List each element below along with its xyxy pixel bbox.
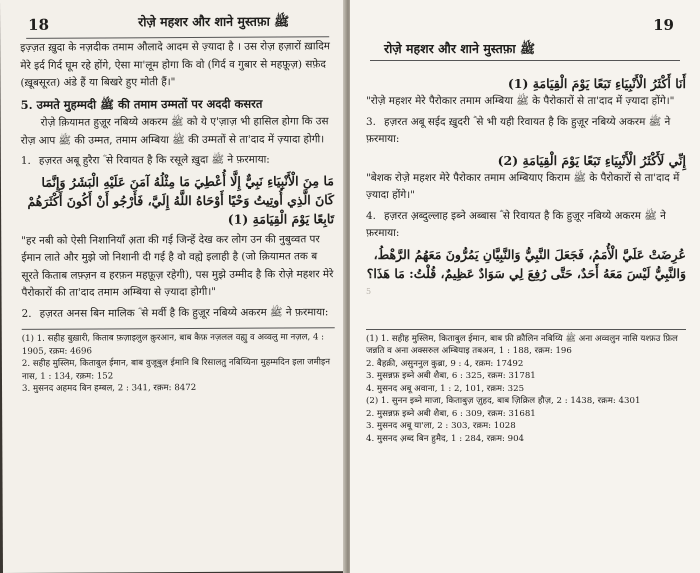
right-body xyxy=(366,74,686,445)
header-rule xyxy=(370,60,680,61)
footnote: 3. मुसन्नफ़ इब्ने अबी शैबा, 6 : 325, रक़म: 31781 xyxy=(366,371,536,381)
footnote: 2. मुसन्नफ़ इब्ने अबी शैबा, 6 : 309, रक़म: 31681 xyxy=(366,408,536,419)
narration-intro: हज़रत अबू हुरैरा ؓ से रिवायत है कि रसूले ख़ुदा ﷺ ने फ़रमाया: xyxy=(38,153,270,167)
bleed-through-text: 5 xyxy=(366,286,372,296)
footnote: 4. मुसनद अ़ब्द बिन हुमैद, 1 : 284, रक़म: 904 xyxy=(366,433,525,444)
item-number: 1. xyxy=(20,154,31,167)
running-title: रोज़े महशर और शाने मुस्तफ़ा ﷺ xyxy=(384,41,536,56)
right-running-head xyxy=(366,10,686,56)
item-number: 2. xyxy=(21,307,32,320)
translation: "रोज़े महशर मेरे पैरोकार तमाम अम्बिया ﷺ के पैरोकारों से ता'दाद में ज़्यादा होंगे।" xyxy=(366,95,675,107)
footnote: 4. मुसनद अबू अवाना, 1 : 2, 101, रक़म: 325 xyxy=(366,383,525,394)
footnotes xyxy=(22,331,335,395)
translation: "हर नबी को ऐसी निशानियाँ अ़ता की गई जिन्हें देख कर लोग उन की नुबुव्वत पर ईमान लाते और मुझे जो निशानी दी गई है वो वह्ये इलाही है (जो क़ियामत तक ब सूरते किताब लफ़्ज़न व हरफ़न महफ़ूज़ रहेगी), पस मुझे उम्मीद है कि रोज़े महशर मेरे पैरोकारों की ता'दाद तमाम अम्बिया से ज़्यादा होगी।" xyxy=(21,232,334,299)
running-title: रोज़े महशर और शाने मुस्तफ़ा ﷺ xyxy=(138,13,290,30)
hadith-item xyxy=(21,151,334,170)
item-number: 3. xyxy=(366,115,376,128)
narration-intro: हज़रत अ़ब्दुल्लाह इब्ने अब्बास ؓ से रिवायत है कि हुज़ूर नबिय्ये अकरम ﷺ ने फ़रमाया: xyxy=(366,209,666,239)
header-rule xyxy=(26,36,329,39)
section-heading: 5. उम्मते मुहम्मदी ﷺ की तमाम उम्मतों पर अददी कसरत xyxy=(20,96,263,112)
page-number: 19 xyxy=(653,16,674,34)
narration-intro: हज़रत अनस बिन मालिक ؓ से मर्वी है कि हुज़ूर नबिय्ये अकरम ﷺ ने फ़रमाया: xyxy=(39,305,329,320)
footnote: (1) 1. सहीह मुस्लिम, किताबुल ईमान, बाब फ़ी क़ौलिन नबिय्यि ﷺ अना अव्वलुन नासि यश्फ़उ फ़िल जन्नति व अना अक्सरुल अम्बियाइ तबअन, 1 : 188, रक़म: 196 xyxy=(366,333,678,356)
footnote-rule xyxy=(22,327,335,330)
footnotes xyxy=(366,333,686,446)
hadith-item xyxy=(22,304,335,323)
bleed-through-area xyxy=(366,283,686,323)
arabic-text: عُرِضَتْ عَلَيَّ الْأُمَمُ، فَجَعَلَ النَّبِيُّ وَالنَّبِيَّانِ يَمُرُّونَ مَعَهُمُ الرَّهْطُ، وَالنَّبِيُّ لَيْسَ مَعَهُ أَحَدٌ، حَتَّى رُفِعَ لِي سَوَادٌ عَظِيمٌ، قُلْتُ: مَا هَذَا؟ xyxy=(366,246,686,281)
narration-intro: हज़रत अबू सईद ख़ुदरी ؓ से भी यही रिवायत है कि हुज़ूर नबिय्ये अकरम ﷺ ने फ़रमाया: xyxy=(366,115,671,145)
left-body xyxy=(20,38,335,395)
footnote: 2. बैहक़ी, असुननुल कुब्रा, 9 : 4, रक़म: 17492 xyxy=(366,358,524,369)
hadith-item xyxy=(366,114,686,149)
item-number: 4. xyxy=(366,209,376,222)
page-number: 18 xyxy=(28,15,50,34)
left-running-head xyxy=(20,8,333,40)
arabic-text: مَا مِنَ الْأَنْبِيَاءِ نَبِيٌّ إِلَّا أُعْطِيَ مَا مِثْلُهُ آمَنَ عَلَيْهِ الْبَشَرُ وَإِنَّمَا كَانَ الَّذِي أُوتِيتُ وَحْيًا أَوْحَاهُ اللَّهُ إِلَيَّ، فَأَرْجُو أَنْ أَكُونَ أَكْثَرَهُمْ تَابِعًا يَوْمَ الْقِيَامَةِ (1) xyxy=(27,172,335,227)
footnote: 3. मुसनद अबू या'ला, 2 : 303, रक़म: 1028 xyxy=(366,421,516,431)
footnote: 3. मुसनद अहमद बिन हम्बल, 2 : 341, रक़म: 8472 xyxy=(22,382,197,394)
footnote: 2. सहीह मुस्लिम, किताबुल ईमान, बाब वुजूबुल ईमानि बि रिसालतु नबिय्यिना मुहम्मदिन इला जमीइन नास, 1 : 134, रक़म: 152 xyxy=(21,357,331,382)
footnote: (1) 1. सहीह बुख़ारी, किताब फ़ज़ाइलुल क़ुरआन, बाब कैफ़ नज़लल वह्यु व अव्वलु मा नज़ल, 4 : 1905, रक़म: 4696 xyxy=(21,332,325,357)
intro-paragraph: इज़्ज़त ख़ुदा के नज़दीक तमाम औलादे आदम से ज़्यादा है । उस रोज़ हज़ारों ख़ादिम मेरे इर्द गिर्द घूम रहे होंगे, ऐसा मा'लूम होगा कि वो (गिर्द व गुबार से महफ़ूज़) सफ़ेद (ख़ूबसूरत) अंडे हैं या बिखरे हुए मोती हैं।" xyxy=(20,40,331,89)
hadith-item xyxy=(366,208,686,243)
translation: "बेशक रोज़े महशर मेरे पैरोकार तमाम अम्बियाए किराम ﷺ के पैरोकारों से ता'दाद में ज़्यादा होंगे।" xyxy=(366,171,680,201)
arabic-text: أَنَا أَكْثَرُ الْأَنْبِيَاءِ تَبَعًا يَوْمَ الْقِيَامَةِ (1) xyxy=(507,76,686,91)
footnote-rule xyxy=(366,329,686,330)
arabic-text: إِنِّي لَأَكْثَرُ الْأَنْبِيَاءِ تَبَعًا يَوْمَ الْقِيَامَةِ (2) xyxy=(497,152,686,168)
right-page xyxy=(350,0,700,573)
paragraph: रोज़े क़ियामत हुज़ूर नबिय्ये अकरम ﷺ को ये ए'ज़ाज़ भी हासिल होगा कि उस रोज़ आप ﷺ की उम्मत, तमाम अम्बिया ﷺ की उम्मतों से ता'दाद में ज़्यादा होगी। xyxy=(20,115,329,147)
footnote: (2) 1. सुनन इब्ने माजा, किताबुज़ ज़ुहद, बाब ज़िक्रिल हौज़, 2 : 1438, रक़म: 4301 xyxy=(366,396,641,406)
